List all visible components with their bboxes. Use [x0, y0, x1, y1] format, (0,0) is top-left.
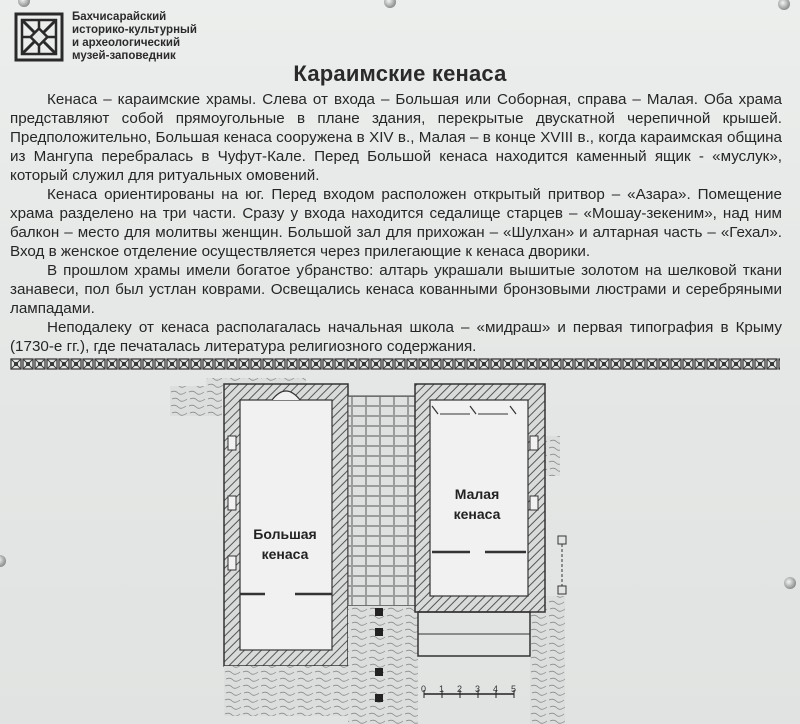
museum-lattice-logo-icon — [14, 12, 64, 62]
paragraph: Кенаса – караимские храмы. Слева от входа – Большая или Соборная, справа – Малая. Оба храма представляют собой прямоугольные в плане здания, перекрытые двускатной черепичной крышей. Предположительно, Большая кенаса сооружена в XIV в., Малая – в конце XVIII в., когда караимская община из Мангупа перебралась в Чуфут-Кале. Перед Большой кенаса находится каменный ящик - «муслук», который служил для ритуальных омовений. — [10, 91, 782, 184]
museum-name-line: и археологический — [72, 37, 181, 49]
rubble-wall — [170, 386, 222, 416]
small-kenasa-label-line: кенаса — [453, 506, 501, 522]
scale-tick-label: 2 — [457, 684, 463, 694]
screw-icon — [0, 555, 6, 567]
big-kenasa-label-line: кенаса — [261, 546, 309, 562]
paragraph: Кенаса ориентированы на юг. Перед входом расположен открытый притвор – «Азара». Помещение храма разделено на три части. Сразу у входа находится седалище старцев – «Мошау-зекеним», над ним балкон – место для молитвы женщин. Большой зал для прихожан – «Шулхан» и алтарная часть – «Гехал». Вход в женское отделение осуществляется через прилегающие к кенаса дворики. — [10, 186, 782, 260]
screw-icon — [784, 577, 796, 589]
floor-plan-diagram — [170, 376, 600, 724]
scale-tick-label: 3 — [475, 684, 481, 694]
small-kenasa-label-line: Малая — [454, 486, 500, 502]
museum-name-line: Бахчисарайский — [72, 11, 167, 23]
screw-icon — [384, 0, 396, 8]
scale-tick-label: 0 — [421, 684, 427, 694]
scale-tick-label: 4 — [493, 684, 499, 694]
paragraph: В прошлом храмы имели богатое убранство: алтарь украшали вышитые золотом на шелковой ткани занавеси, пол был устлан коврами. Освещались кенаса кованными бронзовыми люстрами и серебряными лампадами. — [10, 262, 782, 317]
museum-name-line: историко-культурный — [72, 24, 197, 36]
museum-name — [72, 11, 272, 63]
museum-name-line: музей-заповедник — [72, 50, 176, 62]
small-kenasa-label — [432, 484, 522, 524]
screw-icon — [778, 0, 790, 10]
scale-tick-label: 5 — [511, 684, 517, 694]
screw-icon — [18, 0, 30, 7]
description-text — [10, 90, 782, 356]
big-kenasa-label — [240, 524, 330, 564]
courtyard-paving — [348, 606, 418, 724]
big-kenasa-label-line: Большая — [253, 526, 317, 542]
paragraph: Неподалеку от кенаса располагалась начальная школа – «мидраш» и первая типография в Крыму (1730-е гг.), где печаталась литература религиозного содержания. — [10, 319, 782, 355]
rubble-wall — [530, 596, 565, 724]
scale-bar — [424, 690, 514, 698]
rubble-wall — [224, 666, 348, 716]
courtyard-paving — [348, 396, 418, 606]
page-title: Караимские кенаса — [293, 61, 507, 86]
scale-tick-label: 1 — [439, 684, 445, 694]
ornament-border-divider — [10, 358, 780, 370]
